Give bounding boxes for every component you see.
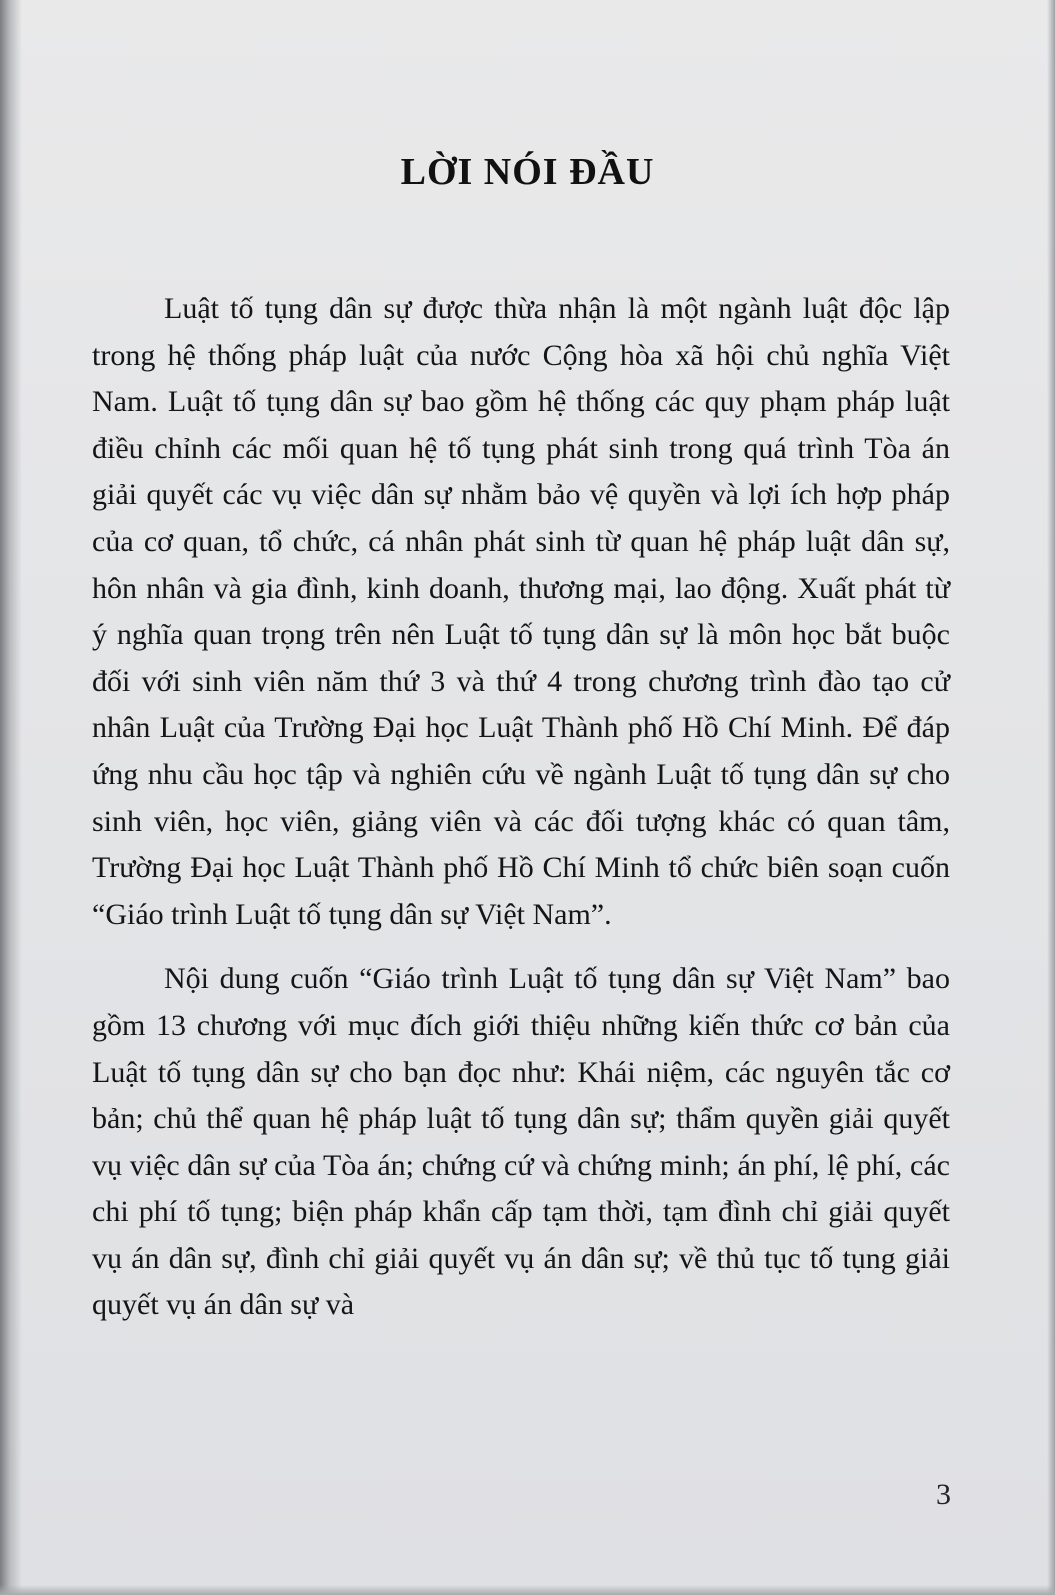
page-edge-shadow-bottom [0, 1585, 1055, 1595]
page-number: 3 [936, 1478, 951, 1511]
paragraph-2: Nội dung cuốn “Giáo trình Luật tố tụng dân sự Việt Nam” bao gồm 13 chương với mục đích giới thiệu những kiến thức cơ bản của Luật tố tụng dân sự cho bạn đọc như: Khái niệm, các nguyên tắc cơ bản; chủ thể quan hệ pháp luật tố tụng dân sự; thẩm quyền giải quyết vụ việc dân sự của Tòa án; chứng cứ và chứng minh; án phí, lệ phí, các chi phí tố tụng; biện pháp khẩn cấp tạm thời, tạm đình chỉ giải quyết vụ án dân sự, đình chỉ giải quyết vụ án dân sự; về thủ tục tố tụng giải quyết vụ án dân sự và [92, 962, 950, 1322]
page-edge-shadow-left [0, 0, 22, 1595]
paragraph-1: Luật tố tụng dân sự được thừa nhận là một ngành luật độc lập trong hệ thống pháp luật của nước Cộng hòa xã hội chủ nghĩa Việt Nam. Luật tố tụng dân sự bao gồm hệ thống các quy phạm pháp luật điều chỉnh các mối quan hệ tố tụng phát sinh trong quá trình Tòa án giải quyết các vụ việc dân sự nhằm bảo vệ quyền và lợi ích hợp pháp của cơ quan, tổ chức, cá nhân phát sinh từ quan hệ pháp luật dân sự, hôn nhân và gia đình, kinh doanh, thương mại, lao động. Xuất phát từ ý nghĩa quan trọng trên nên Luật tố tụng dân sự là môn học bắt buộc đối với sinh viên năm thứ 3 và thứ 4 trong chương trình đào tạo cử nhân Luật của Trường Đại học Luật Thành phố Hồ Chí Minh. Để đáp ứng nhu cầu học tập và nghiên cứu về ngành Luật tố tụng dân sự cho sinh viên, học viên, giảng viên và các đối tượng khác có quan tâm, Trường Đại học Luật Thành phố Hồ Chí Minh tổ chức biên soạn cuốn “Giáo trình Luật tố tụng dân sự Việt Nam”. [92, 292, 950, 931]
body-text [92, 286, 950, 1329]
page-edge-shadow-right [1047, 0, 1055, 1595]
page-title: LỜI NÓI ĐẦU [400, 151, 655, 193]
